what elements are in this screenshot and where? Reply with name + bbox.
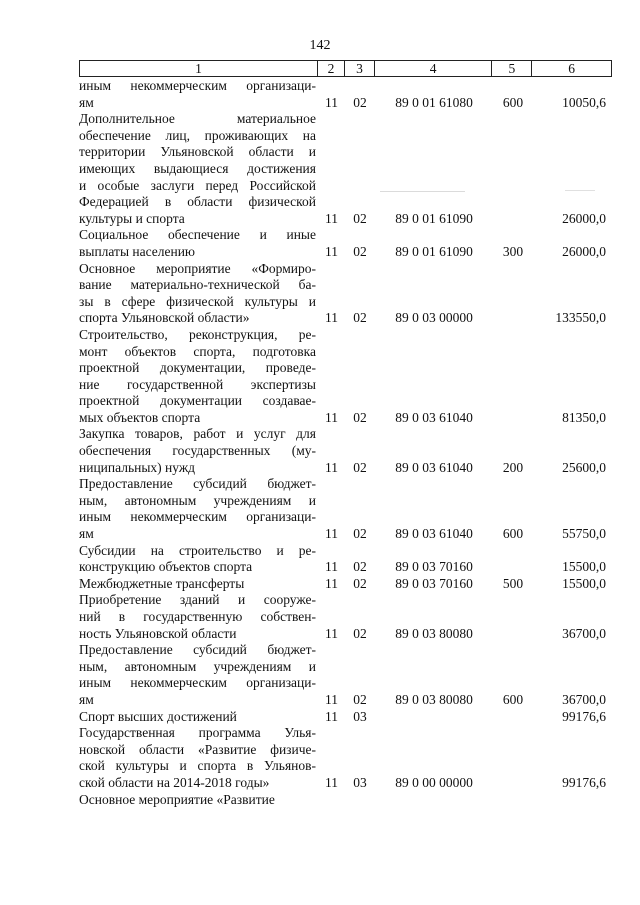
target-article: 89 0 03 61040 [395,409,473,425]
subsection-code: 02 [353,94,367,110]
row-description [79,543,318,576]
expense-type: 500 [502,575,524,591]
row-description [79,642,318,708]
section-code: 11 [325,94,338,110]
description-line: Строительство, реконструкция, ре- [79,326,316,342]
description-line: вание материально-технической ба- [79,277,316,293]
target-article: 89 0 03 80080 [395,691,473,707]
table-row [79,476,612,542]
header-col-4: 4 [375,61,493,76]
amount: 36700,0 [562,625,606,641]
amount: 26000,0 [562,210,606,226]
table-row [79,592,612,642]
description-line: Предоставление субсидий бюджет- [79,476,316,492]
subsection-code: 02 [353,459,367,475]
description-line: Закупка товаров, работ и услуг для [79,426,316,442]
description-line: ниципальных) нужд [79,459,196,475]
section-code: 11 [325,210,338,226]
amount: 15500,0 [562,575,606,591]
description-line: конструкцию объектов спорта [79,559,253,575]
amount: 99176,6 [562,708,606,724]
header-col-5: 5 [492,61,532,76]
section-code: 11 [325,409,338,425]
header-col-6: 6 [568,61,576,76]
amount: 55750,0 [562,526,606,542]
table-row [79,642,612,708]
description-line: Государственная программа Улья- [79,725,316,741]
amount: 10050,6 [562,94,606,110]
description-line: выплаты населению [79,243,196,259]
expense-type: 600 [502,526,524,542]
target-article: 89 0 01 61080 [395,94,473,110]
target-article: 89 0 01 61090 [395,243,473,259]
expense-type: 200 [502,459,524,475]
description-line: ям [79,526,94,542]
row-description [79,576,318,593]
description-line: имеющих выдающиеся достижения [79,160,316,176]
description-line: ям [79,94,94,110]
table-row [79,227,612,260]
amount: 25600,0 [562,459,606,475]
table-row [79,426,612,476]
table-row [79,576,612,593]
row-description [79,592,318,642]
section-code: 11 [325,774,338,790]
subsection-code: 02 [353,691,367,707]
section-code: 11 [325,691,338,707]
description-line: Социальное обеспечение и иные [79,227,316,243]
description-line: ние государственной экспертизы [79,376,316,392]
subsection-code: 02 [353,559,367,575]
description-line: иным некоммерческим организаци- [79,509,316,525]
subsection-code: 02 [353,625,367,641]
row-description [79,227,318,260]
row-description [79,261,318,327]
description-line: спорта Ульяновской области» [79,310,250,326]
table-header [79,60,612,77]
row-description [79,725,318,791]
expense-type: 600 [502,94,524,110]
description-line: Дополнительное материальное [79,111,316,127]
target-article: 89 0 03 80080 [395,625,473,641]
description-line: обеспечения государственных (му- [79,443,316,459]
scan-artifact [380,191,465,192]
description-line: ность Ульяновской области [79,625,237,641]
subsection-code: 02 [353,409,367,425]
row-description [79,327,318,427]
description-line: ным, автономным учреждениям и [79,492,316,508]
description-line: Федерацией в области физической [79,194,316,210]
description-line: Межбюджетные трансферты [79,575,245,591]
subsection-code: 02 [353,243,367,259]
description-line: проектной документации создавае- [79,393,316,409]
section-code: 11 [325,708,338,724]
section-code: 11 [325,575,338,591]
row-description [79,78,318,111]
table-row [79,709,612,726]
table-row [79,78,612,111]
section-code: 11 [325,459,338,475]
target-article: 89 0 03 70160 [395,575,473,591]
description-line: монт объектов спорта, подготовка [79,343,316,359]
section-code: 11 [325,243,338,259]
section-code: 11 [325,526,338,542]
amount: 133550,0 [555,310,606,326]
description-line: новской области «Развитие физиче- [79,741,316,757]
amount: 99176,6 [562,774,606,790]
table-row [79,327,612,427]
description-line: мых объектов спорта [79,409,201,425]
section-code: 11 [325,310,338,326]
subsection-code: 03 [353,708,367,724]
description-line: обеспечение лиц, проживающих на [79,127,316,143]
description-line: ям [79,691,94,707]
page-number: 142 [309,38,331,53]
table-row [79,261,612,327]
description-line: Приобретение зданий и сооруже- [79,592,316,608]
subsection-code: 02 [353,526,367,542]
description-line: ской культуры и спорта в Ульянов- [79,758,316,774]
expense-type: 300 [502,243,524,259]
section-code: 11 [325,559,338,575]
description-line: культуры и спорта [79,210,185,226]
header-col-3: 3 [345,61,375,76]
header-col-2: 2 [318,61,345,76]
expense-type: 600 [502,691,524,707]
description-line: Субсидии на строительство и ре- [79,542,316,558]
target-article: 89 0 03 61040 [395,459,473,475]
row-description [79,426,318,476]
table-row [79,111,612,227]
subsection-code: 02 [353,210,367,226]
table-row [79,792,612,809]
target-article: 89 0 01 61090 [395,210,473,226]
row-description [79,709,318,726]
scan-artifact [565,190,595,191]
section-code: 11 [325,625,338,641]
target-article: 89 0 03 61040 [395,526,473,542]
amount: 26000,0 [562,243,606,259]
description-line: Основное мероприятие «Развитие [79,791,275,807]
row-description [79,111,318,227]
amount: 81350,0 [562,409,606,425]
target-article: 89 0 00 00000 [395,774,473,790]
description-line: Основное мероприятие «Формиро- [79,260,316,276]
description-line: иным некоммерческим организаци- [79,78,316,93]
description-line: проектной документации, проведе- [79,360,316,376]
subsection-code: 02 [353,310,367,326]
description-line: и особые заслуги перед Российской [79,177,316,193]
target-article: 89 0 03 00000 [395,310,473,326]
row-description [79,476,318,542]
target-article: 89 0 03 70160 [395,559,473,575]
amount: 36700,0 [562,691,606,707]
table-body [79,78,612,808]
header-col-1: 1 [80,61,318,76]
description-line: зы в сфере физической культуры и [79,293,316,309]
subsection-code: 02 [353,575,367,591]
description-line: ской области на 2014-2018 годы» [79,774,270,790]
subsection-code: 03 [353,774,367,790]
description-line: ний в государственную собствен- [79,609,316,624]
description-line: Предоставление субсидий бюджет- [79,642,316,658]
amount: 15500,0 [562,559,606,575]
description-line: иным некоммерческим организаци- [79,675,316,691]
description-line: ным, автономным учреждениям и [79,658,316,674]
row-description [79,792,318,809]
description-line: Спорт высших достижений [79,708,237,724]
table-row [79,543,612,576]
table-row [79,725,612,791]
description-line: территории Ульяновской области и [79,144,316,160]
